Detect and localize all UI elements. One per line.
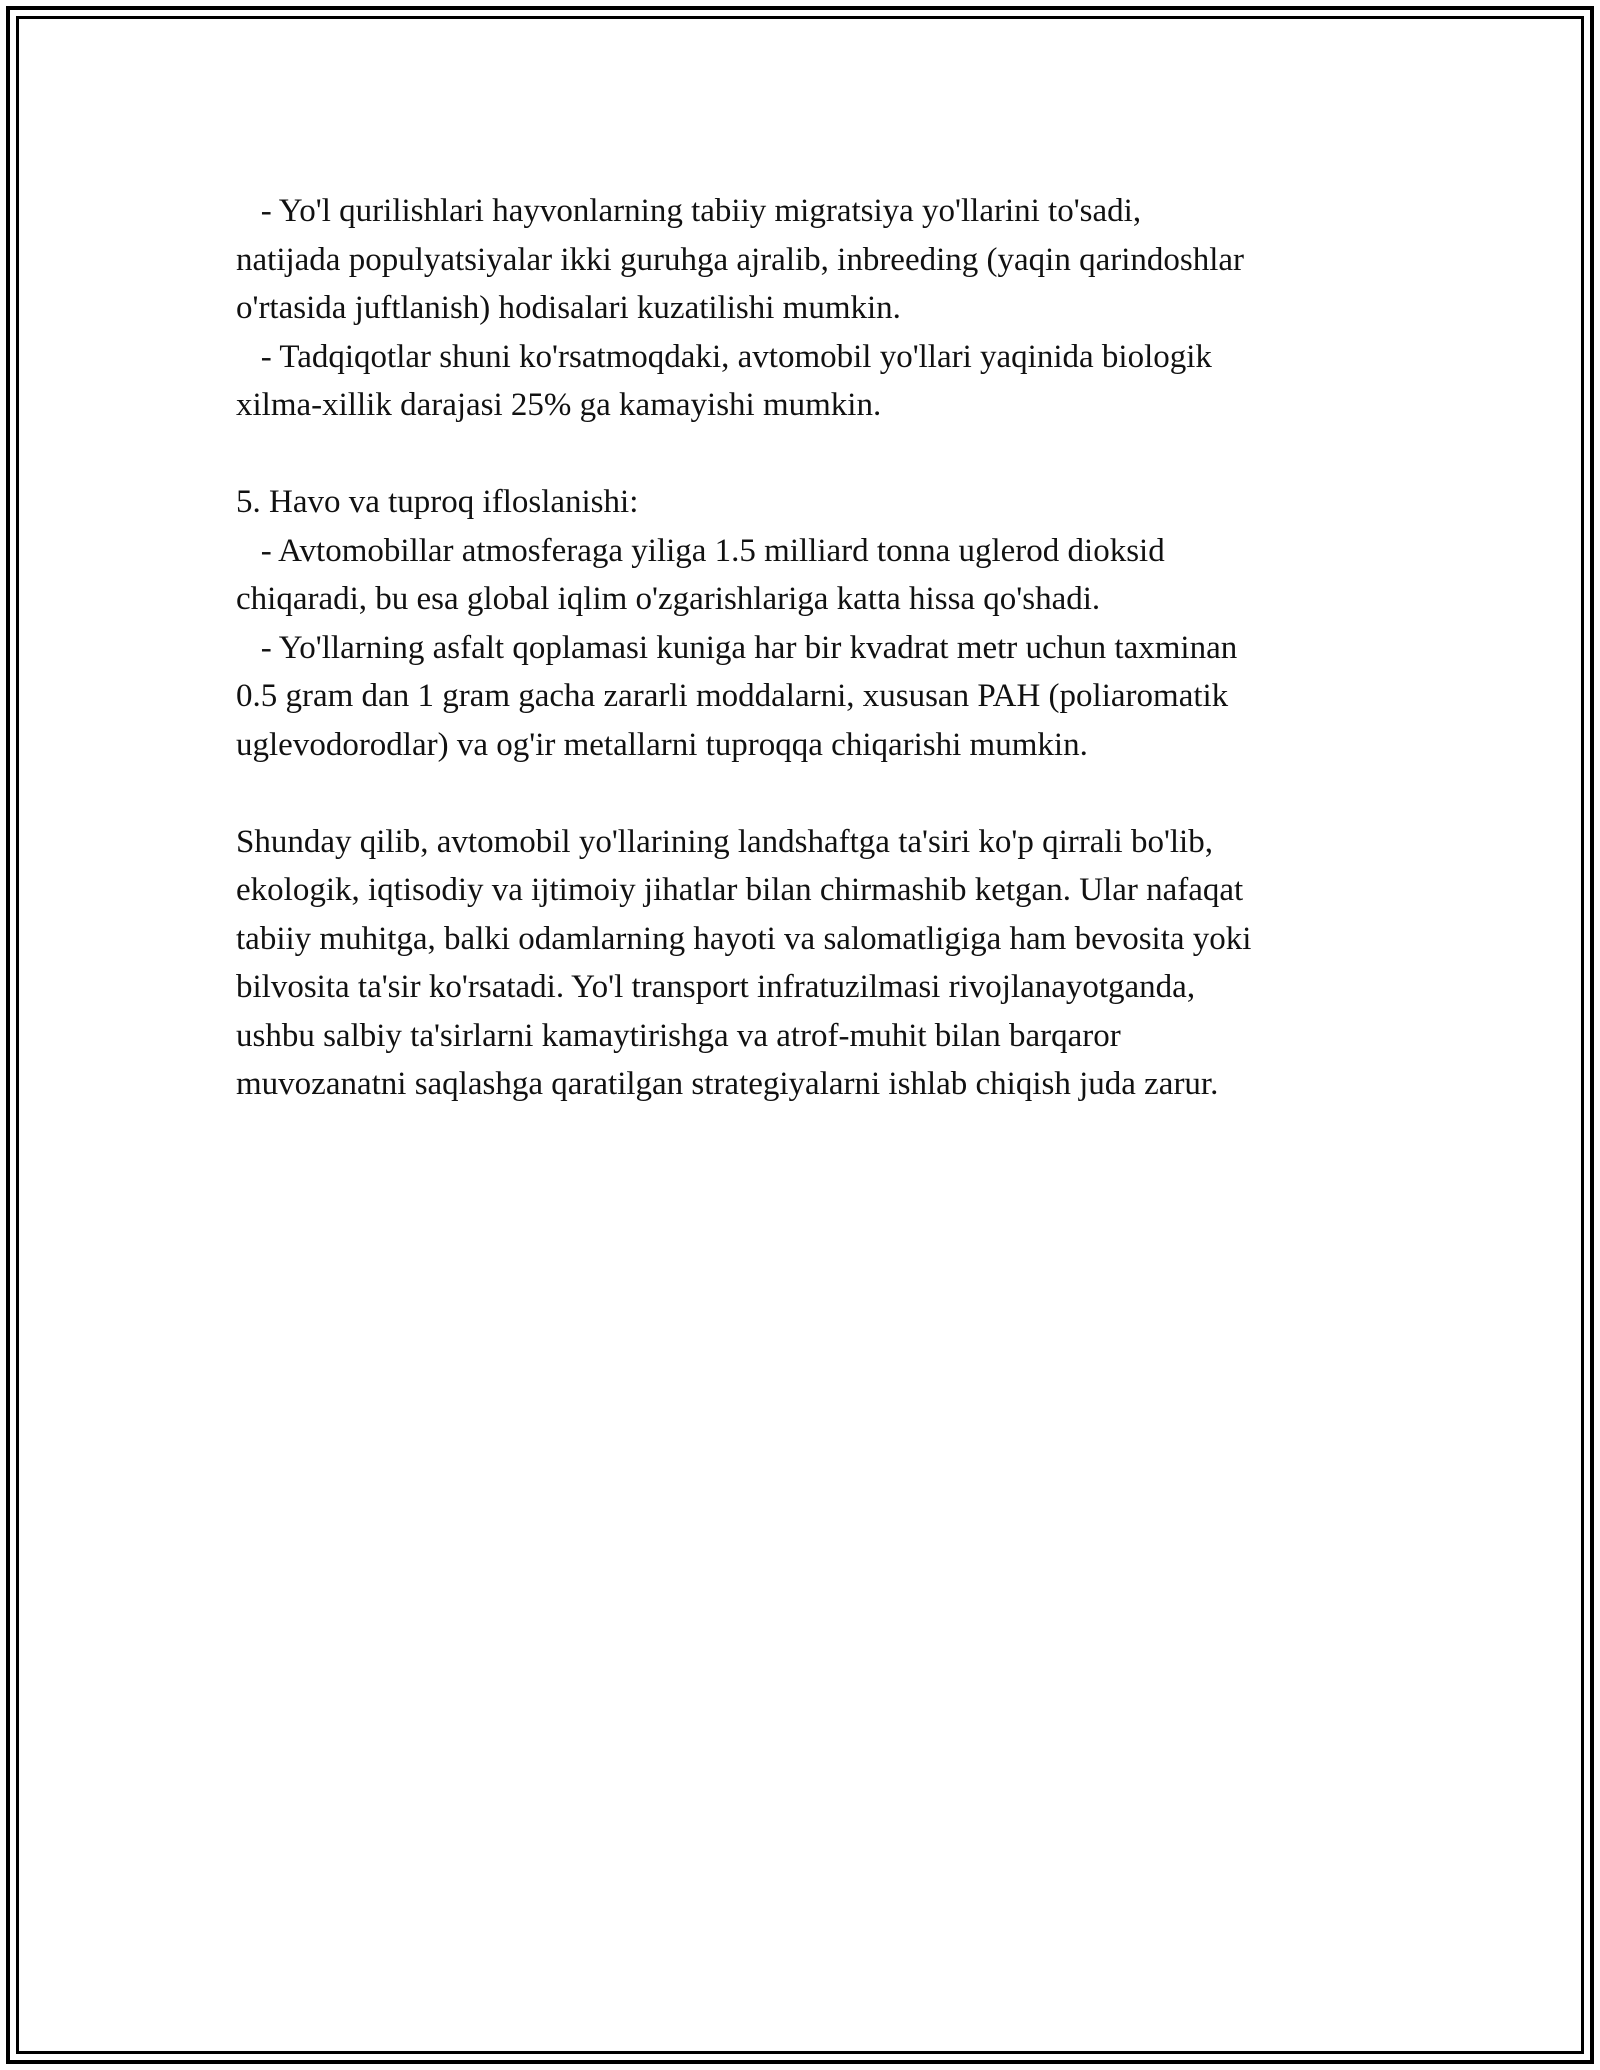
section-heading (236, 478, 1376, 527)
text-line: bilvosita ta'sir ko'rsatadi. Yo'l transport infratuzilmasi rivojlanayotganda, (236, 969, 1196, 1005)
document-body (236, 187, 1376, 1109)
text-line: Shunday qilib, avtomobil yo'llarining landshaftga ta'siri ko'p qirrali bo'lib, (236, 823, 1213, 860)
text-line: muvozanatni saqlashga qaratilgan strategiyalarni ishlab chiqish juda zarur. (236, 1066, 1219, 1102)
blank-line (236, 769, 1376, 818)
bullet-biodiversity (236, 333, 1376, 430)
text-line: ushbu salbiy ta'sirlarni kamaytirishga va atrof-muhit bilan barqaror (236, 1017, 1121, 1054)
bullet-soil-pollution (236, 624, 1376, 770)
bullet-air-pollution (236, 527, 1376, 624)
text-line: 0.5 gram dan 1 gram gacha zararli moddalarni, xususan PAH (poliaromatik (236, 678, 1229, 714)
text-line: chiqaradi, bu esa global iqlim o'zgarishlariga katta hissa qo'shadi. (236, 581, 1101, 617)
text-line: tabiiy muhitga, balki odamlarning hayoti va salomatligiga ham bevosita yoki (236, 920, 1252, 957)
text-line: uglevodorodlar) va og'ir metallarni tuproqqa chiqarishi mumkin. (236, 726, 1088, 763)
conclusion-paragraph (236, 818, 1376, 1109)
blank-line (236, 430, 1376, 479)
text-line: - Tadqiqotlar shuni ko'rsatmoqdaki, avtomobil yo'llari yaqinida biologik (236, 338, 1212, 375)
text-line: o'rtasida juftlanish) hodisalari kuzatilishi mumkin. (236, 290, 901, 326)
text-line: xilma-xillik darajasi 25% ga kamayishi mumkin. (236, 387, 882, 423)
text-line: natijada populyatsiyalar ikki guruhga ajralib, inbreeding (yaqin qarindoshlar (236, 241, 1245, 278)
bullet-migration-barrier (236, 187, 1376, 333)
text-line: ekologik, iqtisodiy va ijtimoiy jihatlar bilan chirmashib ketgan. Ular nafaqat (236, 872, 1244, 908)
text-line: - Avtomobillar atmosferaga yiliga 1.5 milliard tonna uglerod dioksid (236, 532, 1165, 569)
text-line: - Yo'llarning asfalt qoplamasi kuniga har bir kvadrat metr uchun taxminan (236, 629, 1238, 666)
heading-line: 5. Havo va tuproq ifloslanishi: (236, 484, 639, 520)
text-line: - Yo'l qurilishlari hayvonlarning tabiiy migratsiya yo'llarini to'sadi, (236, 193, 1142, 229)
